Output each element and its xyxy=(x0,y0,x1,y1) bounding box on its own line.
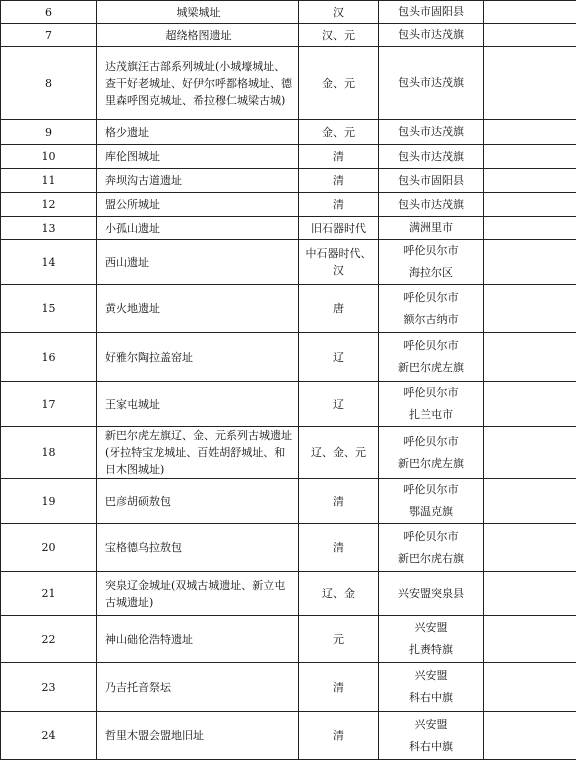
empty-cell xyxy=(484,47,576,120)
location-line: 鄂温克旗 xyxy=(409,505,453,518)
site-period: 元 xyxy=(299,616,379,663)
site-location xyxy=(379,193,484,217)
site-name: 奔坝沟古道遗址 xyxy=(97,169,299,193)
empty-cell xyxy=(484,427,576,479)
row-number: 23 xyxy=(1,663,97,712)
site-location xyxy=(379,169,484,193)
site-location xyxy=(379,47,484,120)
site-location xyxy=(379,712,484,760)
location-line: 额尔古纳市 xyxy=(403,312,459,326)
location-line: 包头市固阳县 xyxy=(398,5,464,18)
row-number: 11 xyxy=(1,169,97,193)
row-number: 22 xyxy=(1,616,97,663)
empty-cell xyxy=(484,333,576,382)
site-location xyxy=(379,427,484,479)
site-name: 突泉辽金城址(双城古城遗址、新立屯古城遗址) xyxy=(97,572,299,616)
empty-cell xyxy=(484,616,576,663)
site-period: 辽 xyxy=(299,382,379,427)
site-name: 好雅尔陶拉盖窑址 xyxy=(97,333,299,382)
row-number: 6 xyxy=(1,1,97,24)
table-row xyxy=(1,24,576,47)
table-row xyxy=(1,382,576,427)
location-line: 包头市达茂旗 xyxy=(398,76,464,89)
site-period: 旧石器时代 xyxy=(299,217,379,240)
empty-cell xyxy=(484,572,576,616)
table-row xyxy=(1,285,576,333)
site-location xyxy=(379,616,484,663)
site-name: 神山础伦浩特遗址 xyxy=(97,616,299,663)
site-location xyxy=(379,217,484,240)
location-line: 包头市固阳县 xyxy=(398,173,464,187)
location-line: 包头市达茂旗 xyxy=(398,28,464,41)
site-name: 库伦图城址 xyxy=(97,145,299,169)
site-name: 达茂旗汪古部系列城址(小城壕城址、查干好老城址、好伊尔呼都格城址、德里森呼图克城址、希拉穆仁城梁古城) xyxy=(97,47,299,120)
table-row xyxy=(1,240,576,285)
site-period: 汉、元 xyxy=(299,24,379,47)
site-name: 宝格德乌拉敖包 xyxy=(97,524,299,572)
location-line: 新巴尔虎左旗 xyxy=(398,456,464,470)
table-row xyxy=(1,333,576,382)
site-name: 西山遗址 xyxy=(97,240,299,285)
table-row xyxy=(1,217,576,240)
site-period: 清 xyxy=(299,169,379,193)
location-line: 兴安盟突泉县 xyxy=(398,586,464,600)
site-period: 汉 xyxy=(299,1,379,24)
location-line: 呼伦贝尔市 xyxy=(403,339,459,352)
row-number: 18 xyxy=(1,427,97,479)
row-number: 17 xyxy=(1,382,97,427)
site-name: 盟公所城址 xyxy=(97,193,299,217)
site-name: 黄火地遗址 xyxy=(97,285,299,333)
site-period: 金、元 xyxy=(299,47,379,120)
location-line: 科右中旗 xyxy=(409,691,453,704)
site-period: 辽 xyxy=(299,333,379,382)
site-location xyxy=(379,333,484,382)
empty-cell xyxy=(484,479,576,524)
site-name: 格少遗址 xyxy=(97,120,299,145)
site-location xyxy=(379,145,484,169)
site-period: 清 xyxy=(299,193,379,217)
location-line: 海拉尔区 xyxy=(409,266,453,279)
location-line: 呼伦贝尔市 xyxy=(403,244,459,257)
site-name: 城梁城址 xyxy=(97,1,299,24)
site-period: 辽、金 xyxy=(299,572,379,616)
row-number: 9 xyxy=(1,120,97,145)
site-name: 王家屯城址 xyxy=(97,382,299,427)
site-location xyxy=(379,24,484,47)
site-period: 清 xyxy=(299,145,379,169)
table-row xyxy=(1,120,576,145)
empty-cell xyxy=(484,663,576,712)
site-location xyxy=(379,1,484,24)
row-number: 24 xyxy=(1,712,97,760)
site-location xyxy=(379,663,484,712)
table-row xyxy=(1,524,576,572)
row-number: 16 xyxy=(1,333,97,382)
site-name: 超绕格图遗址 xyxy=(97,24,299,47)
row-number: 14 xyxy=(1,240,97,285)
location-line: 兴安盟 xyxy=(414,621,448,634)
table-row xyxy=(1,1,576,24)
location-line: 包头市达茂旗 xyxy=(398,149,464,163)
site-location xyxy=(379,240,484,285)
empty-cell xyxy=(484,217,576,240)
empty-cell xyxy=(484,524,576,572)
location-line: 科右中旗 xyxy=(409,739,453,753)
location-line: 新巴尔虎右旗 xyxy=(398,551,464,565)
empty-cell xyxy=(484,193,576,217)
location-line: 新巴尔虎左旗 xyxy=(398,361,464,374)
location-line: 包头市达茂旗 xyxy=(398,197,464,211)
row-number: 10 xyxy=(1,145,97,169)
table-row xyxy=(1,663,576,712)
site-location xyxy=(379,285,484,333)
site-period: 金、元 xyxy=(299,120,379,145)
table-row xyxy=(1,193,576,217)
location-line: 呼伦贝尔市 xyxy=(403,434,459,448)
table-row xyxy=(1,572,576,616)
site-name: 新巴尔虎左旗辽、金、元系列古城遗址(牙拉特宝龙城址、百姓胡舒城址、和日木图城址) xyxy=(97,427,299,479)
row-number: 7 xyxy=(1,24,97,47)
row-number: 12 xyxy=(1,193,97,217)
site-period: 清 xyxy=(299,524,379,572)
row-number: 13 xyxy=(1,217,97,240)
row-number: 8 xyxy=(1,47,97,120)
location-line: 兴安盟 xyxy=(414,669,448,682)
site-name: 小孤山遗址 xyxy=(97,217,299,240)
location-line: 呼伦贝尔市 xyxy=(403,529,459,543)
location-line: 呼伦贝尔市 xyxy=(403,290,459,304)
table-row xyxy=(1,616,576,663)
empty-cell xyxy=(484,24,576,47)
site-period: 清 xyxy=(299,479,379,524)
location-line: 呼伦贝尔市 xyxy=(403,483,459,496)
table-row xyxy=(1,145,576,169)
site-location xyxy=(379,382,484,427)
site-location xyxy=(379,572,484,616)
empty-cell xyxy=(484,145,576,169)
table-row xyxy=(1,47,576,120)
location-line: 满洲里市 xyxy=(409,221,453,234)
table-row xyxy=(1,712,576,760)
empty-cell xyxy=(484,240,576,285)
empty-cell xyxy=(484,712,576,760)
site-period: 清 xyxy=(299,663,379,712)
site-period: 唐 xyxy=(299,285,379,333)
site-period: 辽、金、元 xyxy=(299,427,379,479)
location-line: 呼伦贝尔市 xyxy=(403,386,459,399)
site-name: 巴彦胡硕敖包 xyxy=(97,479,299,524)
empty-cell xyxy=(484,120,576,145)
table-row xyxy=(1,427,576,479)
row-number: 20 xyxy=(1,524,97,572)
site-location xyxy=(379,479,484,524)
site-period: 清 xyxy=(299,712,379,760)
location-line: 扎兰屯市 xyxy=(409,408,453,421)
empty-cell xyxy=(484,169,576,193)
empty-cell xyxy=(484,1,576,24)
table-row xyxy=(1,479,576,524)
row-number: 21 xyxy=(1,572,97,616)
location-line: 扎赉特旗 xyxy=(409,643,453,656)
empty-cell xyxy=(484,382,576,427)
empty-cell xyxy=(484,285,576,333)
site-name: 哲里木盟会盟地旧址 xyxy=(97,712,299,760)
site-location xyxy=(379,120,484,145)
site-period: 中石器时代、汉 xyxy=(299,240,379,285)
location-line: 包头市达茂旗 xyxy=(398,125,464,138)
site-name: 乃吉托音祭坛 xyxy=(97,663,299,712)
site-location xyxy=(379,524,484,572)
row-number: 15 xyxy=(1,285,97,333)
table-row xyxy=(1,169,576,193)
location-line: 兴安盟 xyxy=(414,717,448,731)
row-number: 19 xyxy=(1,479,97,524)
